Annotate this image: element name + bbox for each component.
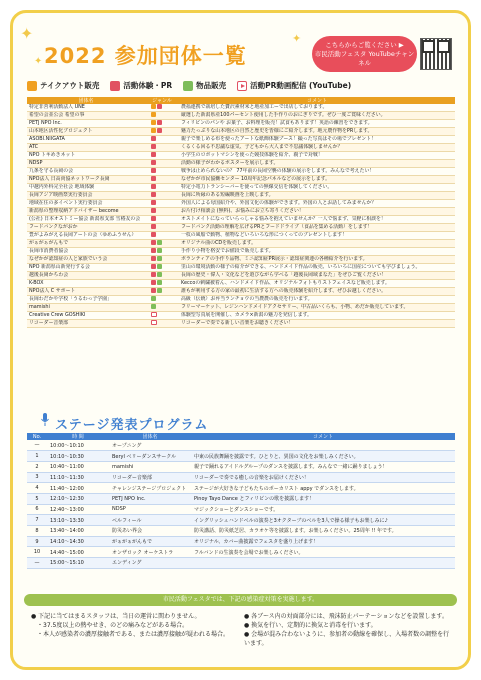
stage-group: がぁがぁがんもで xyxy=(109,536,191,547)
org-name: K-BOX xyxy=(27,280,145,288)
org-comment: フードバンク活動の理解を広げるPRとフードドライブ（食品を集める活動）をします！ xyxy=(179,224,455,232)
org-name: 越後長岡かちわ会 xyxy=(27,272,145,280)
stage-no: 3 xyxy=(27,472,47,483)
stage-comment: 防災講話、防災紙芝居、カラオケ等を披露します。お楽しみください。25周年 !! 年です。 xyxy=(191,526,455,537)
stage-no: 4 xyxy=(27,483,47,494)
table-row xyxy=(27,312,455,320)
org-name: 長岡わだかや学校「うるわっ子学園」 xyxy=(27,296,145,304)
org-comment: 農福連携で栽培した贅沢素材米と地産加工ーで出店しております。 xyxy=(179,104,455,112)
org-genre xyxy=(145,192,179,200)
org-genre xyxy=(145,176,179,184)
org-genre xyxy=(145,104,179,112)
org-comment: オリジナル曲のCDを販売します。 xyxy=(179,240,455,248)
org-genre xyxy=(145,256,179,264)
experience-icon xyxy=(151,256,156,261)
legend-item-takeout xyxy=(27,80,99,91)
notice-line: ● 換気を行い、定期的に換気と消毒を行います。 xyxy=(244,622,377,629)
org-comment: 小学生のロボットマシンを使った競技体験を紹介、親子で対戦！ xyxy=(179,152,455,160)
takeout-icon xyxy=(151,104,156,109)
stage-time: 12:10〜12:30 xyxy=(47,493,109,504)
org-genre xyxy=(145,200,179,208)
org-name: NPO 新潟県山新発行する会 xyxy=(27,264,145,272)
table-row xyxy=(27,558,455,569)
takeout-icon xyxy=(27,81,37,91)
table-row xyxy=(27,200,455,208)
org-genre xyxy=(145,112,179,120)
stage-comment: ステージが大好きな子どもたちのボーカリスト appy でダンスをします。 xyxy=(191,483,455,494)
youtube-icon xyxy=(151,320,157,325)
org-name: mamishi xyxy=(27,304,145,312)
org-comment: 里山の環境活動の様子の紹介ができる、ハンドメイド作品の販売、いろいろに国産についても学びましょう。 xyxy=(179,264,455,272)
table-row xyxy=(27,296,455,304)
stage-group: Beryl ベリーダンスサークル xyxy=(109,451,191,462)
table-row xyxy=(27,168,455,176)
legend-item-video xyxy=(237,80,351,91)
stage-group: PETJ NPO Inc. xyxy=(109,493,191,504)
org-comment: 親子で楽しめる布を使ったアートな紙飾体験ブース！撮った写真はその場でプレゼント！ xyxy=(179,136,455,144)
stage-no: — xyxy=(27,440,47,451)
org-name: がぁがぁがんもで xyxy=(27,240,145,248)
experience-icon xyxy=(110,81,120,91)
stage-group: エンディング xyxy=(109,558,191,569)
goods-icon xyxy=(157,256,162,261)
org-name: NPO法人 日高尚協ネットワーク長岡 xyxy=(27,176,145,184)
stage-time: 14:40〜15:00 xyxy=(47,547,109,558)
stage-program-table xyxy=(27,433,455,569)
stage-no: — xyxy=(27,558,47,569)
org-name: NPO法人 C サポート xyxy=(27,288,145,296)
org-name: なぜかが認知症の人と家族でいう会 xyxy=(27,256,145,264)
org-comment: 外国人による母国紹介や、外国文化の体験ができます。外国の人とお話してみませんか？ xyxy=(179,200,455,208)
org-genre xyxy=(145,224,179,232)
stage-no: 6 xyxy=(27,504,47,515)
stage-time: 15:00〜15:10 xyxy=(47,558,109,569)
org-name: フードバンクながおか xyxy=(27,224,145,232)
stage-group: ベルフィール xyxy=(109,515,191,526)
notice-left xyxy=(31,612,236,639)
table-row xyxy=(27,288,455,296)
stage-no: 7 xyxy=(27,515,47,526)
notice-line: ・37.5度以上の熱やせき、のどの痛みなどがある場合。 xyxy=(37,622,189,629)
experience-icon xyxy=(151,272,156,277)
table-row xyxy=(27,120,455,128)
stage-no: 1 xyxy=(27,451,47,462)
experience-icon xyxy=(157,120,162,125)
stage-no: 2 xyxy=(27,461,47,472)
table-row xyxy=(27,493,455,504)
legend-label: テイクアウト販売 xyxy=(40,81,100,90)
org-genre xyxy=(145,208,179,216)
stage-comment xyxy=(191,440,455,451)
experience-icon xyxy=(151,264,156,269)
experience-icon xyxy=(151,208,156,213)
notice-right xyxy=(244,612,454,648)
stage-comment: Pinoy Tayo Dance とフィリピンの歌を披露します！ xyxy=(191,493,455,504)
org-name: PETJ NPO Inc. xyxy=(27,120,145,128)
org-comment: 体験型写真展を開催し、カメラ×新潟の魅力を発信します。 xyxy=(179,312,455,320)
table-row xyxy=(27,461,455,472)
goods-icon xyxy=(183,81,193,91)
organization-table-body xyxy=(27,104,455,328)
column-header-time: 時 間 xyxy=(47,433,109,440)
table-row xyxy=(27,160,455,168)
table-row xyxy=(27,515,455,526)
goods-icon xyxy=(157,240,162,245)
org-comment: 誰もが利用する方の家の最初に生活する方への販売体験を紹介します、ぜひお越しください。 xyxy=(179,288,455,296)
column-header-no: No. xyxy=(27,433,47,440)
stage-time: 14:10〜14:30 xyxy=(47,536,109,547)
org-genre xyxy=(145,184,179,192)
organization-table xyxy=(27,97,455,328)
table-row xyxy=(27,232,455,240)
stage-time: 12:40〜13:00 xyxy=(47,504,109,515)
org-name: 地域在住の多イベント実行委員会 xyxy=(27,200,145,208)
org-comment: オストメイトになっていらっしゃる悩みを抱えていませんか？一人で悩まず、気軽に相談を！ xyxy=(179,216,455,224)
org-comment: 長岡の歴史・偉人・文化などを遊びながら学べる「越後長岡域まなた」をぜひご覧ください！ xyxy=(179,272,455,280)
org-name: 特定非営利活動法人 UNE xyxy=(27,104,145,112)
table-row xyxy=(27,472,455,483)
stage-group: チャレンジステージプロジェクト xyxy=(109,483,191,494)
org-comment: Keccoの刺繍被着ん、ハンドメイド作品、オリジナルフォトもりストフェイスなど販売します。 xyxy=(179,280,455,288)
org-name: NPO トキめきネット xyxy=(27,152,145,160)
experience-icon xyxy=(151,176,156,181)
youtube-banner-line1: こちらからご覧ください ▶ xyxy=(325,41,404,49)
stage-time: 10:00〜10:10 xyxy=(47,440,109,451)
legend-label: 物品販売 xyxy=(196,81,227,90)
table-row xyxy=(27,526,455,537)
org-comment: ボランティアの手作り品物、ミニ認知症PR展示・認知症関連の各種紹介を行います。 xyxy=(179,256,455,264)
stage-no: 10 xyxy=(27,547,47,558)
org-name: NDSP xyxy=(27,160,145,168)
stage-comment: フルバンドの生演奏を会場でお楽しみください。 xyxy=(191,547,455,558)
stage-group: オープニング xyxy=(109,440,191,451)
table-row xyxy=(27,216,455,224)
genre-legend xyxy=(27,80,351,91)
table-row xyxy=(27,144,455,152)
experience-icon xyxy=(157,128,162,133)
org-name: 山本地区活性化プロジェクト xyxy=(27,128,145,136)
sparkle-icon: ✦ xyxy=(292,32,302,45)
experience-icon xyxy=(151,144,156,149)
org-comment: 特定小電力トランシーバーを使っての無線交信を体験してください。 xyxy=(179,184,455,192)
table-row xyxy=(27,104,455,112)
table-row xyxy=(27,112,455,120)
table-row xyxy=(27,280,455,288)
stage-group: mamishi xyxy=(109,461,191,472)
org-genre xyxy=(145,160,179,168)
notice-line: ● 各ブース内の対面部分には、飛沫防止パーテーションなどを設置します。 xyxy=(244,613,448,620)
goods-icon xyxy=(151,296,156,301)
goods-icon xyxy=(151,304,156,309)
org-comment: 一枚の風船で動物、植物などいろいろな形につくってのプレゼントします！ xyxy=(179,232,455,240)
youtube-icon xyxy=(237,81,247,91)
experience-icon xyxy=(151,288,156,293)
column-header-comment: コメント xyxy=(191,433,455,440)
table-row xyxy=(27,451,455,462)
table-row xyxy=(27,256,455,264)
org-name: 九条を守る長岡の会 xyxy=(27,168,145,176)
stage-time: 11:10〜11:30 xyxy=(47,472,109,483)
stage-comment: オリジナル、カバー曲披露でフェスタを盛り上げます！ xyxy=(191,536,455,547)
goods-icon xyxy=(157,280,162,285)
org-genre xyxy=(145,240,179,248)
org-name: ASOBI.NIIGATA xyxy=(27,136,145,144)
org-genre xyxy=(145,248,179,256)
org-name: 新潟県の整理収納アドバイザー become xyxy=(27,208,145,216)
sparkle-icon: ✦ xyxy=(34,56,43,67)
takeout-icon xyxy=(151,112,156,117)
stage-time: 10:40〜11:00 xyxy=(47,461,109,472)
takeout-icon xyxy=(151,120,156,125)
youtube-channel-banner[interactable] xyxy=(312,36,417,72)
experience-icon xyxy=(151,192,156,197)
org-comment: 魅力たっぷりな山本地区の自然と歴史を皆様にご紹介します。地元農作物をPRします。 xyxy=(179,128,455,136)
org-genre xyxy=(145,312,179,320)
legend-item-experience xyxy=(110,80,172,91)
experience-icon xyxy=(151,160,156,165)
stage-group: リコーダー音楽部 xyxy=(109,472,191,483)
column-header-group: 団体名 xyxy=(109,433,191,440)
stage-table-body xyxy=(27,440,455,568)
legend-label: 活動体験・PR xyxy=(123,81,173,90)
experience-icon xyxy=(151,232,156,237)
stage-no: 9 xyxy=(27,536,47,547)
experience-icon xyxy=(151,248,156,253)
experience-icon xyxy=(151,240,156,245)
notice-heading: 市民活動フェスタでは、下記の感染症対策を実施します。 xyxy=(24,594,457,606)
org-name: リコーダー音楽部 xyxy=(27,320,145,328)
table-row xyxy=(27,192,455,200)
column-header-name: 団体名 xyxy=(27,97,145,104)
org-name: 希望の会並公会 希望の事 xyxy=(27,112,145,120)
table-row xyxy=(27,504,455,515)
table-row xyxy=(27,483,455,494)
org-comment: お片付け相談会 (無料)、お悩みにお立ち寄りください！ xyxy=(179,208,455,216)
org-name: 豊がよみがえる長岡アートの会（ゆめふうせん） xyxy=(27,232,145,240)
experience-icon xyxy=(151,136,156,141)
sparkle-icon: ✦ xyxy=(20,24,34,43)
table-row xyxy=(27,184,455,192)
stage-comment: イングリッシュハンドベルの演奏と3オクターブのベルを3人で操る様子もお楽しみに♪ xyxy=(191,515,455,526)
org-name: 長岡アジア映画祭実行委員会 xyxy=(27,192,145,200)
table-row xyxy=(27,264,455,272)
org-genre xyxy=(145,304,179,312)
org-genre xyxy=(145,152,179,160)
org-name: ATC xyxy=(27,144,145,152)
stage-no: 8 xyxy=(27,526,47,537)
legend-item-goods xyxy=(183,80,226,91)
legend-label: 活動PR動画配信 (YouTube) xyxy=(250,81,352,90)
org-comment: フリーマーケット、レジンハンドメイドアクセサリー、中古品いくらも、小物、めだか販売しています。 xyxy=(179,304,455,312)
table-row xyxy=(27,440,455,451)
takeout-icon xyxy=(151,128,156,133)
table-row xyxy=(27,136,455,144)
table-row xyxy=(27,320,455,328)
org-genre xyxy=(145,272,179,280)
microphone-icon xyxy=(40,413,50,427)
org-comment: 厳選した新潟県産100パーセント使用した手作りのおにぎりです。ぜひ一度ご賞味ください。 xyxy=(179,112,455,120)
stage-group: オンザロック オーケストラ xyxy=(109,547,191,558)
table-row xyxy=(27,224,455,232)
org-name: Creative Crew GOSHIKI xyxy=(27,312,145,320)
column-header-comment: コメント xyxy=(179,97,455,104)
org-comment: 活動の様子がわかるポスターを展示します。 xyxy=(179,160,455,168)
goods-icon xyxy=(157,248,162,253)
org-comment: リコーダーで奏でる新しい音楽をお聴きください！ xyxy=(179,320,455,328)
org-genre xyxy=(145,296,179,304)
org-genre xyxy=(145,128,179,136)
stage-time: 13:10〜13:30 xyxy=(47,515,109,526)
table-row xyxy=(27,547,455,558)
stage-comment: マジックショーとダンスショーです。 xyxy=(191,504,455,515)
org-name: 長岡市消費者協会 xyxy=(27,248,145,256)
org-genre xyxy=(145,144,179,152)
org-genre xyxy=(145,288,179,296)
org-comment: くるくる回る不思議な虚気、子どもから大人まで不思議体験しませんか？ xyxy=(179,144,455,152)
youtube-banner-line2: 市民活動フェスタ YouTubeチャンネル xyxy=(314,49,415,67)
org-comment: 戦争は止められないの？ 77年前の長岡空襲の体験の展示をします。みんなで考えたい！ xyxy=(179,168,455,176)
goods-icon xyxy=(157,272,162,277)
stage-comment: 中東の民族舞踊を披露です。ひとりと、異国の文化をお楽しみください。 xyxy=(191,451,455,462)
experience-icon xyxy=(151,224,156,229)
stage-comment: リコーダーで奏でる癒しの音楽をお届けください！ xyxy=(191,472,455,483)
org-genre xyxy=(145,120,179,128)
column-header-genre: ジャンル xyxy=(145,97,179,104)
table-row xyxy=(27,176,455,184)
org-comment: 高級（伝統）お弁当ランチョウの当農農の販売を行います。 xyxy=(179,296,455,304)
qr-code-icon[interactable] xyxy=(420,38,452,70)
org-genre xyxy=(145,232,179,240)
goods-icon xyxy=(157,264,162,269)
notice-line: ・本人が感染者の濃厚接触者である、または濃厚接触が疑われる場合。 xyxy=(37,631,230,638)
stage-program-title: ステージ発表プログラム xyxy=(55,418,209,433)
org-genre xyxy=(145,168,179,176)
stage-time: 10:10〜10:30 xyxy=(47,451,109,462)
experience-icon xyxy=(151,168,156,173)
org-comment: フィリピンのパンや お菓子、お料理を販売！試食もあります！英語の練習をできます。 xyxy=(179,120,455,128)
org-genre xyxy=(145,216,179,224)
table-row xyxy=(27,240,455,248)
org-genre xyxy=(145,280,179,288)
goods-icon xyxy=(157,288,162,293)
table-row xyxy=(27,272,455,280)
experience-icon xyxy=(151,184,156,189)
table-row xyxy=(27,128,455,136)
stage-group: 防災あい界会 xyxy=(109,526,191,537)
org-name: (公社) 日本オストミー協会 新潟県支部 雪椿友の会 xyxy=(27,216,145,224)
experience-icon xyxy=(151,200,156,205)
stage-time: 11:40〜12:00 xyxy=(47,483,109,494)
org-genre xyxy=(145,320,179,328)
org-genre xyxy=(145,136,179,144)
table-row xyxy=(27,536,455,547)
org-comment: なぜかが市民協働センター 10周年記念パネルなどの展示をします。 xyxy=(179,176,455,184)
stage-group: NDSP xyxy=(109,504,191,515)
page-title: 2022 参加団体一覧 xyxy=(44,44,247,68)
notice-line: ● 下記に当てはまるスタッフは、当日の運営に関わりません。 xyxy=(31,613,201,620)
table-row xyxy=(27,304,455,312)
experience-icon xyxy=(151,280,156,285)
org-name: 中越内外科完全社会 地域体験 xyxy=(27,184,145,192)
org-comment: 手作り小物を格安でお値段で販売します。 xyxy=(179,248,455,256)
table-row xyxy=(27,248,455,256)
experience-icon xyxy=(157,104,162,109)
org-genre xyxy=(145,264,179,272)
experience-icon xyxy=(151,216,156,221)
stage-no: 5 xyxy=(27,493,47,504)
experience-icon xyxy=(151,152,156,157)
org-comment: 長岡に所縁のある短編映画を上映します。 xyxy=(179,192,455,200)
stage-time: 13:40〜14:00 xyxy=(47,526,109,537)
stage-comment xyxy=(191,558,455,569)
table-row xyxy=(27,152,455,160)
youtube-icon xyxy=(151,312,157,317)
stage-comment: 親子で踊れるアイドルグループのダンスを披露します。みんなで一緒に踊りましょう！ xyxy=(191,461,455,472)
table-row xyxy=(27,208,455,216)
notice-line: ● 会場が混み合わないように、参加者の動線を確保し、入場者数の調整を行います。 xyxy=(244,631,450,647)
